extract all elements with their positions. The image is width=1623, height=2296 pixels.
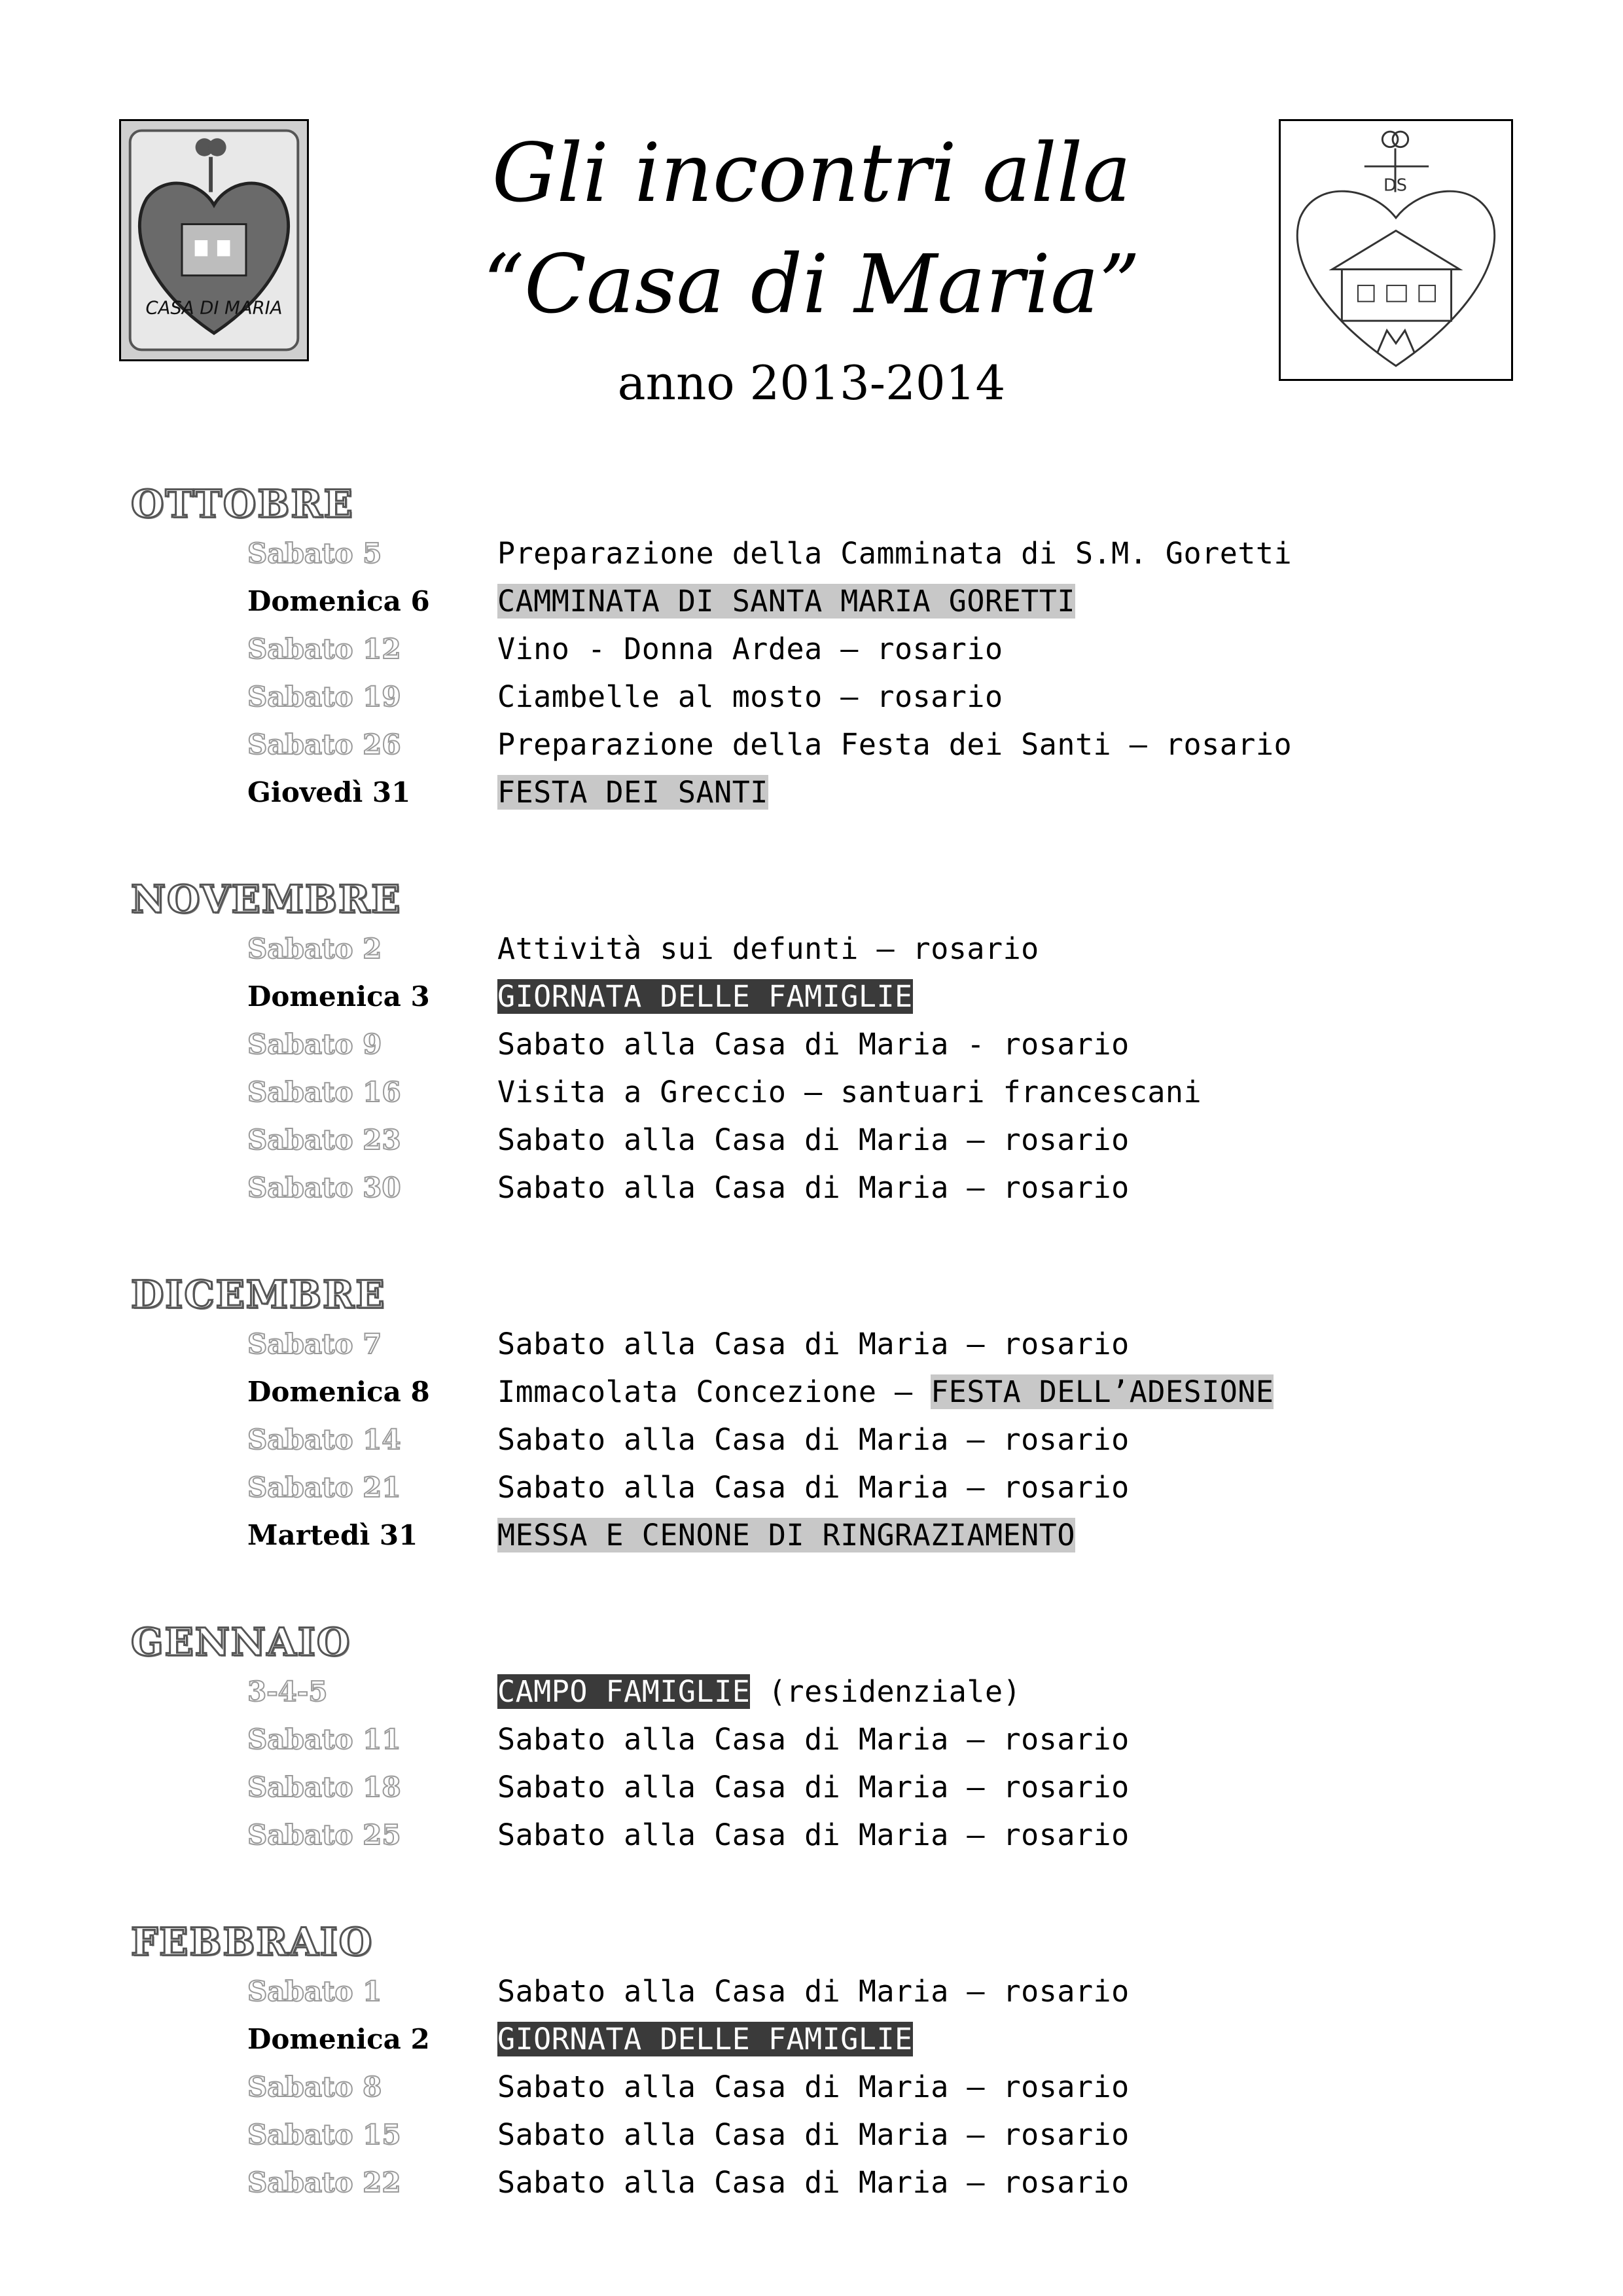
event-description xyxy=(497,1518,1075,1552)
month-section xyxy=(131,481,1505,816)
event-day: Sabato 8 xyxy=(247,2071,382,2103)
event-day: 3-4-5 xyxy=(247,1676,328,1708)
event-row xyxy=(131,2159,1505,2206)
event-description xyxy=(497,775,768,810)
event-description xyxy=(497,1470,1130,1505)
event-text: Sabato alla Casa di Maria – rosario xyxy=(497,2070,1130,2104)
month-section xyxy=(131,1272,1505,1559)
event-description xyxy=(497,1170,1130,1205)
month-section xyxy=(131,1919,1505,2206)
event-row xyxy=(131,2015,1505,2063)
logo-right-text: DS xyxy=(1383,175,1407,196)
event-day: Sabato 21 xyxy=(247,1471,401,1503)
event-row xyxy=(131,973,1505,1020)
event-text: Preparazione della Camminata di S.M. Goretti xyxy=(497,536,1293,571)
event-description xyxy=(497,1674,1021,1709)
event-day: Martedì 31 xyxy=(247,1519,418,1551)
event-row xyxy=(131,1068,1505,1116)
event-description xyxy=(497,632,1003,666)
event-row xyxy=(131,1320,1505,1368)
event-text: Sabato alla Casa di Maria – rosario xyxy=(497,1974,1130,2009)
page-subtitle-year: anno 2013-2014 xyxy=(617,355,1006,410)
event-text: Preparazione della Festa dei Santi – rosario xyxy=(497,727,1293,762)
month-heading: OTTOBRE xyxy=(131,482,354,526)
event-description xyxy=(497,2070,1130,2104)
event-text: Sabato alla Casa di Maria – rosario xyxy=(497,1170,1130,1205)
event-row xyxy=(131,1763,1505,1811)
event-text: Sabato alla Casa di Maria – rosario xyxy=(497,1722,1130,1757)
event-row xyxy=(131,1463,1505,1511)
event-highlight: CAMMINATA DI SANTA MARIA GORETTI xyxy=(497,584,1075,619)
event-description xyxy=(497,1770,1130,1804)
event-text: Vino - Donna Ardea – rosario xyxy=(497,632,1003,666)
event-day: Sabato 18 xyxy=(247,1771,401,1803)
event-day: Domenica 3 xyxy=(247,980,430,1013)
event-description xyxy=(497,1327,1130,1361)
event-row xyxy=(131,1116,1505,1164)
event-day: Sabato 2 xyxy=(247,933,382,965)
event-description xyxy=(497,931,1039,966)
event-row xyxy=(131,1020,1505,1068)
event-text: (residenziale) xyxy=(750,1674,1022,1709)
event-description xyxy=(497,1722,1130,1757)
event-description xyxy=(497,1075,1202,1109)
event-day: Domenica 2 xyxy=(247,2023,430,2055)
event-description xyxy=(497,1027,1130,1062)
event-row xyxy=(131,1668,1505,1715)
heart-house-drawing-icon xyxy=(1279,119,1513,381)
event-highlight: GIORNATA DELLE FAMIGLIE xyxy=(497,979,913,1014)
event-row xyxy=(131,721,1505,768)
event-day: Sabato 9 xyxy=(247,1028,382,1060)
event-row xyxy=(131,673,1505,721)
event-description xyxy=(497,727,1292,762)
event-row xyxy=(131,925,1505,973)
event-day: Sabato 25 xyxy=(247,1819,401,1851)
event-text: Immacolata Concezione – xyxy=(497,1374,931,1409)
heart-house-drawing xyxy=(1281,121,1511,379)
event-description xyxy=(497,1974,1130,2009)
event-day: Sabato 11 xyxy=(247,1723,401,1755)
event-description xyxy=(497,2022,913,2056)
event-day: Sabato 30 xyxy=(247,1172,401,1204)
event-text: Sabato alla Casa di Maria – rosario xyxy=(497,1122,1130,1157)
event-description xyxy=(497,979,913,1014)
event-day: Sabato 5 xyxy=(247,537,382,569)
event-description xyxy=(497,1374,1274,1409)
event-day: Sabato 22 xyxy=(247,2166,401,2198)
event-text: Ciambelle al mosto – rosario xyxy=(497,679,1003,714)
event-text: Sabato alla Casa di Maria - rosario xyxy=(497,1027,1130,1062)
event-row xyxy=(131,1715,1505,1763)
event-description xyxy=(497,584,1075,619)
event-text: Sabato alla Casa di Maria – rosario xyxy=(497,1770,1130,1804)
event-description xyxy=(497,2165,1130,2200)
event-day: Giovedì 31 xyxy=(247,776,411,808)
month-heading: NOVEMBRE xyxy=(131,877,402,922)
event-highlight: MESSA E CENONE DI RINGRAZIAMENTO xyxy=(497,1518,1075,1552)
event-row xyxy=(131,2063,1505,2111)
event-highlight: FESTA DEI SANTI xyxy=(497,775,768,810)
month-heading: GENNAIO xyxy=(131,1620,351,1664)
event-day: Sabato 14 xyxy=(247,1424,401,1456)
event-highlight: FESTA DELL’ADESIONE xyxy=(931,1374,1274,1409)
event-text: Sabato alla Casa di Maria – rosario xyxy=(497,2165,1130,2200)
event-row xyxy=(131,1416,1505,1463)
event-day: Sabato 16 xyxy=(247,1076,401,1108)
event-day: Sabato 26 xyxy=(247,728,401,761)
event-row xyxy=(131,1811,1505,1859)
event-text: Sabato alla Casa di Maria – rosario xyxy=(497,1470,1130,1505)
event-day: Sabato 1 xyxy=(247,1975,382,2007)
event-row xyxy=(131,1967,1505,2015)
event-text: Sabato alla Casa di Maria – rosario xyxy=(497,1422,1130,1457)
page-title: Gli incontri alla xyxy=(491,126,1132,221)
event-description xyxy=(497,1422,1130,1457)
event-day: Sabato 7 xyxy=(247,1328,382,1360)
event-highlight: GIORNATA DELLE FAMIGLIE xyxy=(497,2022,913,2056)
calendar-months xyxy=(131,481,1505,2267)
event-text: Sabato alla Casa di Maria – rosario xyxy=(497,1818,1130,1852)
month-heading: FEBBRAIO xyxy=(131,1920,374,1964)
event-row xyxy=(131,577,1505,625)
month-heading: DICEMBRE xyxy=(131,1272,386,1317)
event-highlight: CAMPO FAMIGLIE xyxy=(497,1674,751,1709)
month-section xyxy=(131,876,1505,1211)
event-description xyxy=(497,536,1292,571)
event-day: Sabato 23 xyxy=(247,1124,401,1156)
event-day: Domenica 8 xyxy=(247,1376,430,1408)
event-description xyxy=(497,679,1003,714)
event-day: Domenica 6 xyxy=(247,585,430,617)
event-description xyxy=(497,1818,1130,1852)
event-row xyxy=(131,1511,1505,1559)
event-text: Sabato alla Casa di Maria – rosario xyxy=(497,1327,1130,1361)
event-description xyxy=(497,2117,1130,2152)
logo-left-text: CASA DI MARIA xyxy=(145,298,283,319)
event-row xyxy=(131,529,1505,577)
event-day: Sabato 12 xyxy=(247,633,401,665)
event-text: Sabato alla Casa di Maria – rosario xyxy=(497,2117,1130,2152)
event-day: Sabato 19 xyxy=(247,681,401,713)
page-title-line2: “Casa di Maria” xyxy=(482,238,1141,332)
event-row xyxy=(131,625,1505,673)
month-section xyxy=(131,1619,1505,1859)
event-text: Attività sui defunti – rosario xyxy=(497,931,1039,966)
heart-logo-drawing xyxy=(121,121,307,359)
event-row xyxy=(131,768,1505,816)
event-day: Sabato 15 xyxy=(247,2119,401,2151)
casa-di-maria-heart-logo-icon xyxy=(119,119,309,361)
event-text: Visita a Greccio – santuari francescani xyxy=(497,1075,1202,1109)
event-row xyxy=(131,1368,1505,1416)
event-description xyxy=(497,1122,1130,1157)
event-row xyxy=(131,2111,1505,2159)
event-row xyxy=(131,1164,1505,1211)
